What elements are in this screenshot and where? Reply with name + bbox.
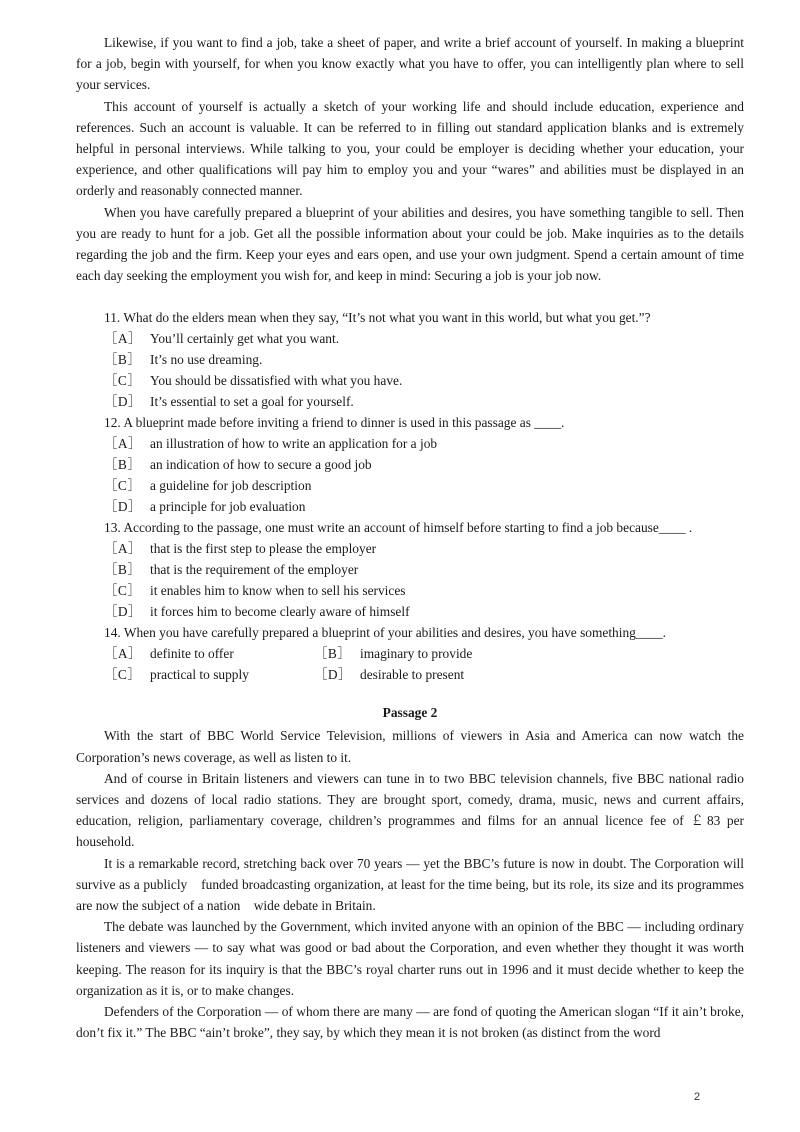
option-a <box>104 643 314 664</box>
option-letter: ［B］ <box>104 562 142 578</box>
passage-title: Passage 2 <box>382 705 438 721</box>
option-c <box>76 370 744 391</box>
option-text: practical to supply <box>150 667 249 683</box>
question-stem: 13. According to the passage, one must write an account of himself before starting to find a job because____ . <box>104 520 693 536</box>
option-letter: ［C］ <box>104 373 142 389</box>
option-c <box>104 664 314 685</box>
option-b <box>314 643 524 664</box>
question-stem: 14. When you have carefully prepared a blueprint of your abilities and desires, you have something____. <box>104 625 666 641</box>
option-d <box>76 496 744 517</box>
option-text: it enables him to know when to sell his services <box>150 583 406 599</box>
option-letter: ［C］ <box>104 583 142 599</box>
question-12 <box>76 412 744 517</box>
passage-1-text <box>76 32 744 286</box>
option-letter: ［A］ <box>104 331 142 347</box>
option-letter: ［C］ <box>104 478 142 494</box>
option-text: a principle for job evaluation <box>150 499 306 515</box>
option-letter: ［D］ <box>104 394 142 410</box>
option-letter: ［A］ <box>104 436 142 452</box>
option-letter: ［B］ <box>104 352 142 368</box>
option-text: desirable to present <box>360 667 465 683</box>
option-row <box>76 664 744 685</box>
option-letter: ［B］ <box>104 457 142 473</box>
page-content <box>76 32 744 1043</box>
option-d <box>76 391 744 412</box>
option-text: You’ll certainly get what you want. <box>150 331 340 347</box>
paragraph: Defenders of the Corporation — of whom there are many — are fond of quoting the American slogan “If it ain’t broke, don’t fix it.” The BBC “ain’t broke”, they say, by which they mean it is not broken (as distinct from the word <box>76 1004 744 1041</box>
option-a <box>76 328 744 349</box>
paragraph: It is a remarkable record, stretching back over 70 years — yet the BBC’s future is now in doubt. The Corporation will survive as a publicly funded broadcasting organization, at least for the time being, but its role, its size and its programmes are now the subject of a nation wide debate in Britain. <box>76 855 744 914</box>
question-list <box>76 307 744 685</box>
option-row <box>76 643 744 664</box>
option-letter: ［B］ <box>314 646 352 662</box>
paragraph: And of course in Britain listeners and viewers can tune in to two BBC television channels, five BBC national radio services and dozens of local radio stations. They are brought sport, comedy, drama, music, news and current affairs, education, religion, parliamentary coverage, children’s programmes and films for an annual licence fee of ￡83 per household. <box>76 770 744 850</box>
paragraph: The debate was launched by the Government, which invited anyone with an opinion of the BBC — including ordinary listeners and viewers — to say what was good or bad about the Corporation, and even whether they thought it was worth keeping. The reason for its inquiry is that the BBC’s royal charter runs out in 1996 and it must decide whether to keep the organization as it is, or to make changes. <box>76 919 744 998</box>
paragraph: Likewise, if you want to find a job, take a sheet of paper, and write a brief account of yourself. In making a blueprint for a job, begin with yourself, for when you know exactly what you have to offer, you can intelligently plan where to sell your services. <box>76 35 744 93</box>
option-b <box>76 454 744 475</box>
option-b <box>76 349 744 370</box>
page-number: 2 <box>694 1091 701 1103</box>
option-d <box>76 601 744 622</box>
option-text: definite to offer <box>150 646 234 662</box>
paragraph: This account of yourself is actually a sketch of your working life and should include education, experience and references. Such an account is valuable. It can be referred to in filling out standard application blanks and is extremely helpful in personal interviews. While talking to you, your could be employer is deciding whether your education, your experience, and other qualifications will pay him to employ you and your “wares” and abilities must be displayed in an orderly and reasonably connected manner. <box>76 98 744 199</box>
option-letter: ［C］ <box>104 667 142 683</box>
option-text: imaginary to provide <box>360 646 473 662</box>
option-d <box>314 664 524 685</box>
option-c <box>76 475 744 496</box>
paragraph: When you have carefully prepared a blueprint of your abilities and desires, you have something tangible to sell. Then you are ready to hunt for a job. Get all the possible information about your could be job. Make inquiries as to the details regarding the job and the firm. Keep your eyes and ears open, and use your own judgment. Spend a certain amount of time each day seeking the employment you wish for, and keep in mind: Securing a job is your job now. <box>76 204 744 284</box>
question-stem: 11. What do the elders mean when they say, “It’s not what you want in this world, but what you get.”? <box>104 310 651 326</box>
option-letter: ［D］ <box>314 667 352 683</box>
option-text: It’s no use dreaming. <box>150 352 263 368</box>
passage-2-text <box>76 725 744 1043</box>
option-a <box>76 538 744 559</box>
option-letter: ［A］ <box>104 646 142 662</box>
question-11 <box>76 307 744 412</box>
option-letter: ［D］ <box>104 499 142 515</box>
question-13 <box>76 517 744 622</box>
option-text: a guideline for job description <box>150 478 312 494</box>
option-text: that is the requirement of the employer <box>150 562 359 578</box>
option-text: that is the first step to please the employer <box>150 541 377 557</box>
option-letter: ［A］ <box>104 541 142 557</box>
option-text: You should be dissatisfied with what you have. <box>150 373 403 389</box>
option-text: it forces him to become clearly aware of himself <box>150 604 410 620</box>
option-c <box>76 580 744 601</box>
question-14 <box>76 622 744 685</box>
question-stem: 12. A blueprint made before inviting a friend to dinner is used in this passage as ____. <box>104 415 565 431</box>
option-text: an illustration of how to write an application for a job <box>150 436 438 452</box>
option-text: It’s essential to set a goal for yourself. <box>150 394 354 410</box>
option-a <box>76 433 744 454</box>
option-letter: ［D］ <box>104 604 142 620</box>
option-b <box>76 559 744 580</box>
paragraph: With the start of BBC World Service Television, millions of viewers in Asia and America can now watch the Corporation’s news coverage, as well as listen to it. <box>76 728 744 765</box>
option-text: an indication of how to secure a good job <box>150 457 372 473</box>
